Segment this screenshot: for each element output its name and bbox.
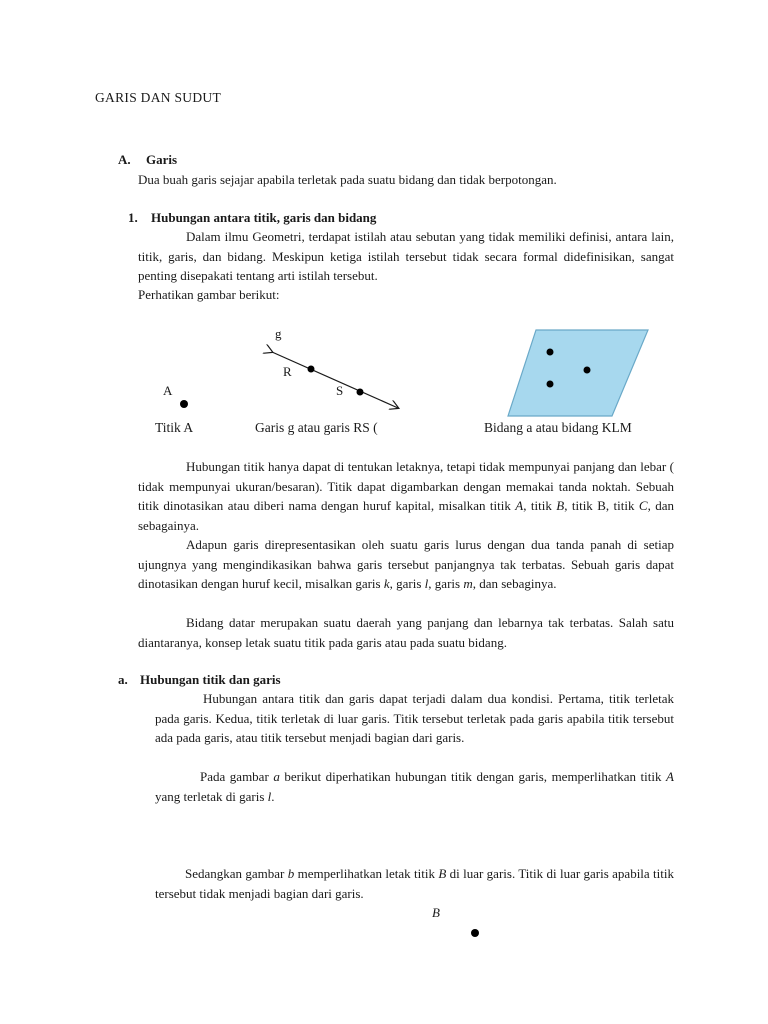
plane-point-3 — [547, 381, 554, 388]
subsection-1-number: 1. — [128, 210, 138, 225]
figure-intro: Perhatikan gambar berikut: — [138, 287, 280, 302]
label-point-b: B — [432, 905, 440, 920]
section-a-number: A. — [118, 152, 131, 167]
paragraph-figure-a: Pada gambar a berikut diperhatikan hubungan titik dengan garis, memperlihatkan titik A yang terletak di garis l. — [155, 769, 674, 804]
subsection-1-paragraph: Dalam ilmu Geometri, terdapat istilah atau sebutan yang tidak memiliki definisi, antara lain, titik, garis, dan bidang. Meskipun ketiga istilah tersebut tidak secara formal didefinisikan, sangat penting disepakati tentang arti istilah tersebut. — [138, 229, 674, 283]
point-b — [471, 929, 479, 937]
section-a-title: Garis — [146, 152, 178, 167]
section-a-text: Dua buah garis sejajar apabila terletak pada suatu bidang dan tidak berpotongan. — [138, 172, 557, 187]
subsection-1-title: Hubungan antara titik, garis dan bidang — [151, 210, 377, 225]
caption-line: Garis g atau garis RS ( — [255, 420, 378, 435]
caption-point: Titik A — [155, 420, 194, 435]
label-r: R — [283, 364, 292, 379]
plane-point-1 — [547, 349, 554, 356]
paragraph-plane: Bidang datar merupakan suatu daerah yang panjang dan lebarnya tak terbatas. Salah satu diantaranya, konsep letak suatu titik pada garis atau pada suatu bidang. — [138, 615, 674, 650]
label-g: g — [275, 326, 282, 341]
paragraph-point-line-relation: Hubungan antara titik dan garis dapat terjadi dalam dua kondisi. Pertama, titik terletak pada garis. Kedua, titik terletak di luar garis. Titik tersebut terletak pada garis apabila titik tersebut ada pada garis, atau titik tersebut menjadi bagian dari garis. — [155, 691, 674, 745]
figure-svg — [0, 318, 768, 448]
paragraph-figure-b: Sedangkan gambar b memperlihatkan letak titik B di luar garis. Titik di luar garis apabila titik tersebut tidak menjadi bagian dari garis. — [155, 866, 674, 901]
paragraph-line: Adapun garis direpresentasikan oleh suatu garis lurus dengan dua tanda panah di setiap ujungnya yang mengindikasikan bahwa garis tersebut panjangnya tak terbatas. Sebuah garis dapat dinotasikan dengan huruf kecil, misalkan garis k, garis l, garis m, dan sebaginya. — [138, 537, 674, 591]
section-a-lower-number: a. — [118, 672, 128, 687]
point-a — [180, 400, 188, 408]
point-s — [357, 389, 364, 396]
paragraph-point: Hubungan titik hanya dapat di tentukan letaknya, tetapi tidak mempunyai panjang dan lebar ( tidak mempunyai ukuran/besaran). Titik dapat digambarkan dengan memakai tanda noktah. Sebuah titik dinotasikan atau diberi nama dengan huruf kapital, misalkan titik A, titik B, titik B, titik C, dan sebagainya. — [138, 459, 674, 533]
document-title: GARIS DAN SUDUT — [95, 90, 222, 105]
label-s: S — [336, 383, 344, 398]
figure-point-line-plane — [0, 318, 768, 448]
plane-klm — [508, 330, 648, 416]
plane-point-2 — [584, 367, 591, 374]
caption-plane: Bidang a atau bidang KLM — [484, 420, 632, 435]
section-a-lower-title: Hubungan titik dan garis — [140, 672, 281, 687]
label-a: A — [163, 383, 173, 398]
point-r — [308, 366, 315, 373]
